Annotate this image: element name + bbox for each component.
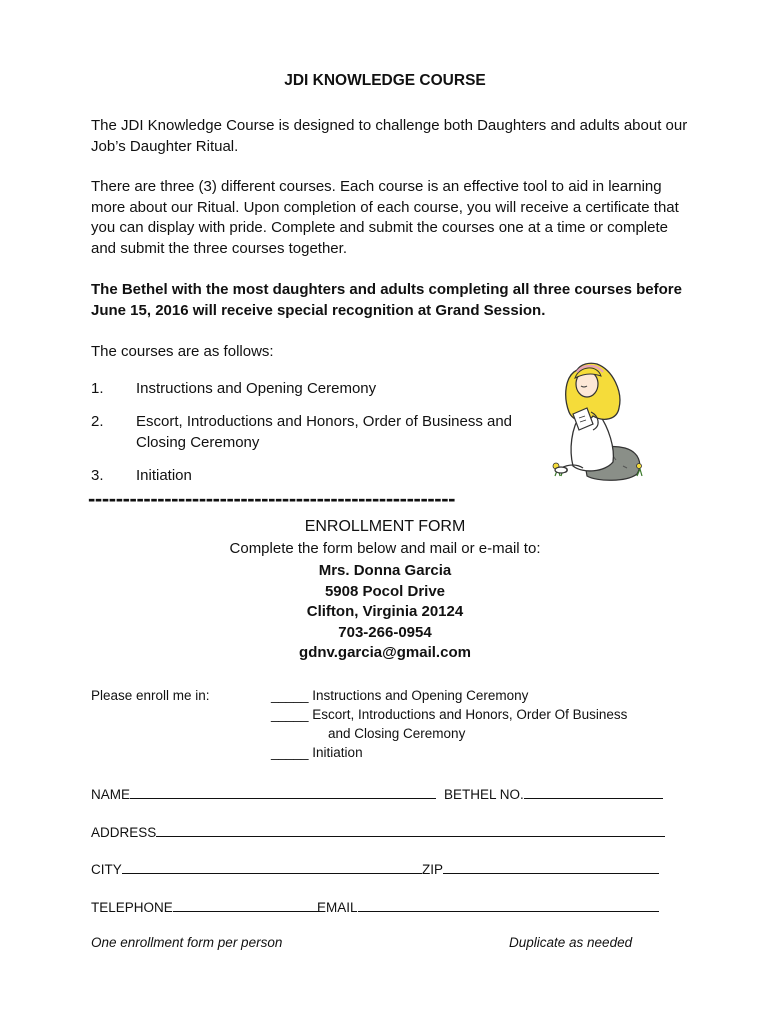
zip-line[interactable]	[443, 859, 659, 874]
contact-email: gdnv.garcia@gmail.com	[299, 644, 471, 661]
email-field[interactable]	[317, 897, 659, 917]
girl-reading-icon	[547, 352, 657, 484]
enroll-option-escort[interactable]: _____ Escort, Introductions and Honors, Order Of Business	[271, 707, 628, 722]
bethel-field[interactable]	[444, 784, 663, 804]
intro-paragraph-1: The JDI Knowledge Course is designed to challenge both Daughters and adults about our Job’s Daughter Ritual.	[91, 117, 688, 155]
course-number: 3.	[91, 467, 104, 484]
course-number: 1.	[91, 380, 104, 397]
footer-note-right: Duplicate as needed	[509, 935, 633, 950]
contact-city: Clifton, Virginia 20124	[306, 603, 464, 620]
name-line[interactable]	[130, 784, 436, 799]
address-line[interactable]	[156, 822, 665, 837]
contact-street: 5908 Pocol Drive	[324, 583, 446, 600]
email-label: EMAIL	[317, 900, 358, 915]
contact-name: Mrs. Donna Garcia	[318, 562, 452, 579]
name-field[interactable]	[91, 784, 436, 804]
enrollment-instructions: Complete the form below and mail or e-mail to:	[229, 540, 541, 557]
bethel-line[interactable]	[524, 784, 663, 799]
recognition-notice: The Bethel with the most daughters and adults completing all three courses before June 15, 2016 will receive special recognition at Grand Session.	[91, 281, 682, 319]
girl-reading-illustration	[547, 352, 657, 484]
course-label: Instructions and Opening Ceremony	[136, 380, 377, 397]
enroll-option-escort-cont: and Closing Ceremony	[328, 726, 466, 741]
telephone-label: TELEPHONE	[91, 900, 173, 915]
enroll-option-initiation[interactable]: _____ Initiation	[271, 745, 363, 760]
enroll-option-opening[interactable]: _____ Instructions and Opening Ceremony	[271, 688, 529, 703]
address-label: ADDRESS	[91, 825, 157, 840]
contact-phone: 703-266-0954	[338, 624, 432, 641]
enroll-label: Please enroll me in:	[91, 688, 210, 703]
page-title: JDI KNOWLEDGE COURSE	[284, 72, 486, 89]
course-number: 2.	[91, 413, 104, 430]
section-divider: -----------------------------------------------------	[88, 487, 456, 511]
city-field[interactable]	[91, 859, 422, 879]
courses-intro: The courses are as follows:	[91, 343, 274, 360]
course-label: Escort, Introductions and Honors, Order of Business and Closing Ceremony	[136, 413, 513, 451]
intro-paragraph-2: There are three (3) different courses. Each course is an effective tool to aid in learning more about our Ritual. Upon completion of each course, you will receive a certificate that you can display with pride. Complete and submit the courses one at a time or complete and submit the three courses together.	[91, 178, 679, 257]
footer-note-left: One enrollment form per person	[91, 935, 283, 950]
city-label: CITY	[91, 862, 122, 877]
telephone-field[interactable]	[91, 897, 323, 917]
zip-field[interactable]	[422, 859, 659, 879]
telephone-line[interactable]	[173, 897, 323, 912]
email-line[interactable]	[358, 897, 659, 912]
address-field[interactable]	[91, 822, 665, 842]
name-label: NAME	[91, 787, 131, 802]
bethel-label: BETHEL NO.	[444, 787, 524, 802]
zip-label: ZIP	[422, 862, 444, 877]
city-line[interactable]	[122, 859, 422, 874]
course-label: Initiation	[136, 467, 192, 484]
enrollment-form-title: ENROLLMENT FORM	[304, 518, 466, 535]
